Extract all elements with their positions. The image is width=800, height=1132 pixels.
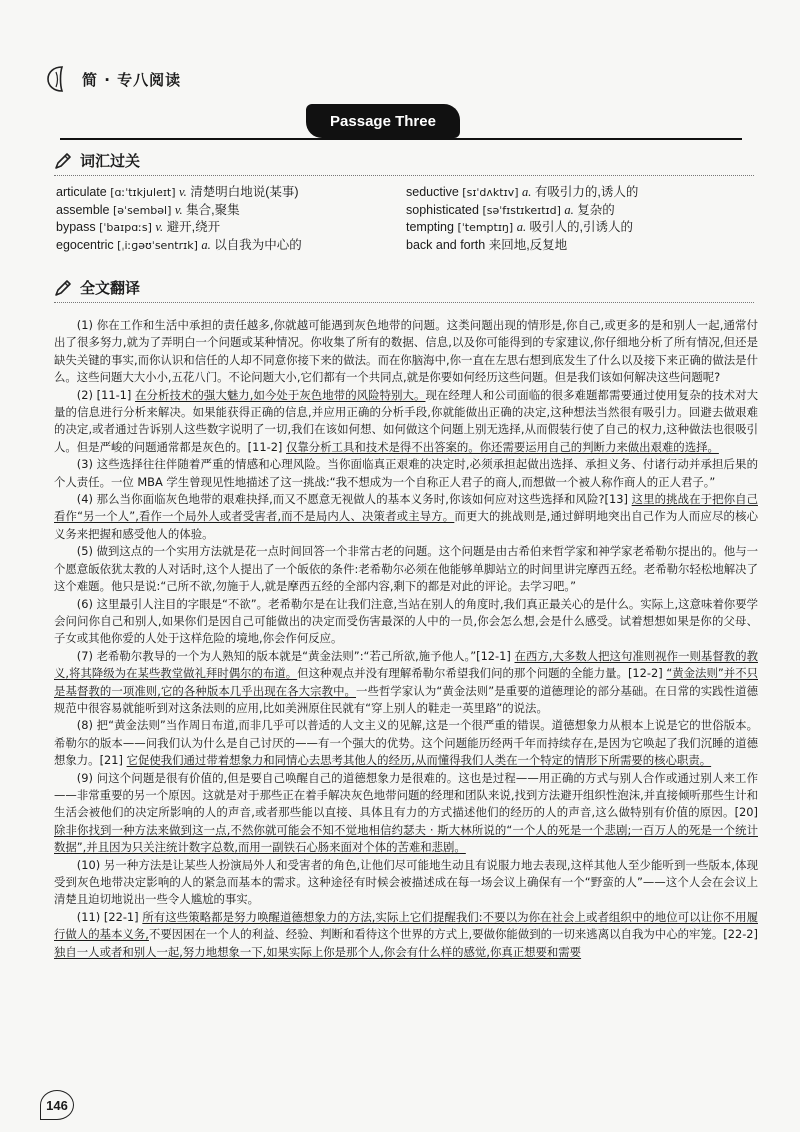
vocab-entry: assemble [əˈsembəl] v. 集合,聚集: [56, 202, 240, 217]
vocab-title-text: 词汇过关: [80, 152, 141, 170]
paragraph-text: 而更大的挑战则是,通过鲜明地突出自己作为人而应尽的核心义务来把握和感受他人的体验。: [54, 509, 758, 541]
underlined-key-sentence: 这里的挑战在于把你自己看作“另一个人”,看作一个局外人或者受害者,而不是局内人、决策者或主导方。: [54, 492, 758, 524]
translation-body: [54, 317, 758, 961]
paragraph-text: (2) [11-1]: [76, 387, 136, 402]
paragraph-text: (7) 老希勒尔教导的一个为人熟知的版本就是“黄金法则”:“若己所欲,施予他人。”[12-1]: [76, 648, 515, 663]
passage-banner: Passage Three: [306, 104, 460, 138]
vocab-entry: back and forth 来回地,反复地: [406, 237, 568, 252]
paragraph-text: 现在经理人和公司面临的很多难题都需要通过使用复杂的技术对大量的信息进行分析来解决。如果能获得正确的信息,并应用正确的分析手段,你就能做出正确的决定,这种想法当然很有吸引力。回避去做艰难的决定,或者通过告诉别人这些数字说明了一切,我们在该如何想、如何做这个问题上别无选择,从而假装行使了自己的权力,这种做法也很吸引人。但是严峻的问题通常都是灰色的。[11-2]: [54, 387, 758, 454]
banner-rule: [60, 138, 742, 140]
translation-divider: [54, 302, 754, 303]
paragraph-text: (11) [22-1]: [76, 909, 143, 924]
translation-title-text: 全文翻译: [80, 279, 141, 297]
translation-paragraph: [54, 648, 758, 718]
translation-paragraph: [54, 491, 758, 543]
vocab-entry: tempting [ˈtemptɪŋ] a. 吸引人的,引诱人的: [406, 220, 634, 234]
translation-paragraph: [54, 909, 758, 961]
vocab-section-title: [54, 150, 140, 171]
translation-paragraph: [54, 770, 758, 857]
paragraph-text: (5) 做到这点的一个实用方法就是花一点时间回答一个非常古老的问题。这个问题是由古希伯来哲学家和神学家老希勒尔提出的。他与一个愿意皈依犹太教的人对话时,这个人提出了一个皈依的条件:老希勒尔必须在他能够单脚站立的时间里讲完摩西五经。老希勒尔轻松地解决了这个难题。他只是说:“己所不欲,勿施于人,就是摩西五经的全部内容,剩下的都是对此的评论。去学习吧。”: [54, 544, 758, 594]
vocab-entry: sophisticated [səˈfɪstɪkeɪtɪd] a. 复杂的: [406, 202, 615, 217]
paragraph-text: 不要因困在一个人的利益、经验、判断和看待这个世界的方式上,要做你能做到的一切来逃离以自我为中心的牢笼。[22-2]: [148, 927, 758, 942]
translation-paragraph: [54, 456, 758, 491]
underlined-key-sentence: 仅靠分析工具和技术是得不出答案的。你还需要运用自己的判断力来做出艰难的选择。: [286, 439, 719, 454]
paragraph-text: (4) 那么当你面临灰色地带的艰难抉择,而又不愿意无视做人的基本义务时,你该如何应对这些选择和风险?[13]: [76, 492, 632, 507]
vocab-list-left: [56, 184, 396, 254]
pencil-icon: [54, 152, 72, 170]
pencil-icon: [54, 279, 72, 297]
underlined-key-sentence: 所有这些策略都是努力唤醒道德想象力的方法,实际上它们提醒我们:不要以为你在社会上或者组织中的地位可以让你不用履行做人的基本义务,: [54, 909, 758, 942]
underlined-key-sentence: “黄金法则”并不只是基督教的一项准则,它的各种版本几乎出现在各大宗教中。: [54, 666, 758, 698]
series-header: [44, 62, 181, 96]
paragraph-text: 但这种观点并没有理解希勒尔希望我们问的那个问题的全能力量。[12-2]: [297, 666, 667, 681]
page-number: 146: [40, 1090, 74, 1120]
translation-paragraph: [54, 857, 758, 909]
translation-paragraph: [54, 317, 758, 387]
translation-paragraph: [54, 596, 758, 648]
paragraph-text: 一些哲学家认为“黄金法则”是重要的道德理论的部分基础。在日常的实践性道德规范中很容易就能听到对这条法则的应用,比如美洲原住民就有“穿上别人的鞋走一英里路”的说法。: [54, 683, 758, 715]
leaf-logo-icon: [44, 64, 74, 94]
paragraph-text: (9) 问这个问题是很有价值的,但是要自己唤醒自己的道德想象力是很难的。这也是过程——用正确的方式与别人合作或通过别人来工作——非常重要的另一个原因。这就是对于那些正在着手解决灰色地带问题的经理和团队来说,找到方法避开组织性泡沫,并直接倾听那些生计和生活会被他们的决定所影响的人的声音,或者那些能以直接、具体且有力的方式描述他们的经历的人的声音,这么做特别有价值的原因。[20]: [54, 770, 758, 820]
vocab-divider: [54, 175, 754, 176]
vocab-entry: articulate [ɑːˈtɪkjuleɪt] v. 清楚明白地说(某事): [56, 185, 299, 199]
paragraph-text: (8) 把“黄金法则”当作周日布道,而非几乎可以普适的人文主义的见解,这是一个很严重的错误。道德想象力从根本上说是它的世俗版本。希勒尔的版本——问我们认为什么是自己讨厌的——有一个强大的优势。这个问题能历经两千年而持续存在,是因为它唤起了我们沉睡的道德想象力。[21]: [54, 718, 758, 768]
translation-paragraph: [54, 543, 758, 595]
underlined-key-sentence: 在西方,大多数人把这句准则视作一则基督教的教义,将其降级为在某些教堂做礼拜时偶尔的布道。: [54, 648, 758, 681]
vocab-entry: seductive [sɪˈdʌktɪv] a. 有吸引力的,诱人的: [406, 185, 639, 199]
translation-paragraph: [54, 717, 758, 769]
paragraph-text: (3) 这些选择往往伴随着严重的情感和心理风险。当你面临真正艰难的决定时,必须承担起做出选择、承担义务、付诸行动并承担后果的个人责任。一位 MBA 学生曾现见性地描述了这一挑战:“我不想成为一个自称正人君子的商人,而想做一个被人称作商人的正人君子。”: [54, 457, 758, 489]
vocab-entry: bypass [ˈbaɪpɑːs] v. 避开,绕开: [56, 220, 221, 234]
underlined-key-sentence: 除非你找到一种方法来做到这一点,不然你就可能会不知不觉地相信约瑟夫 · 斯大林所说的“一个人的死是一个悲剧;一百万人的死是一个统计数据”,并且因为只关注统计数字总数,而用一副铁石心肠来面对个体的苦难和悲剧。: [54, 822, 758, 855]
series-title: 简 · 专八阅读: [82, 70, 182, 89]
vocab-entry: egocentric [ˌiːɡəʊˈsentrɪk] a. 以自我为中心的: [56, 237, 302, 252]
underlined-key-sentence: 独自一人或者和别人一起,努力地想象一下,如果实际上你是那个人,你会有什么样的感觉,你真正想要和需要: [54, 944, 582, 959]
translation-section-title: [54, 277, 140, 298]
translation-paragraph: [54, 387, 758, 457]
underlined-key-sentence: 它促使我们通过带着想象力和同情心去思考其他人的经历,从而懂得我们人类在一个特定的情形下所需要的核心职责。: [126, 753, 712, 768]
paragraph-text: (10) 另一种方法是让某些人扮演局外人和受害者的角色,让他们尽可能地生动且有说服力地去表现,这样其他人至少能听到一些版本,体现受到灰色地带决定影响的人的紧急而基本的需求。这种途径有时候会被描述成在每一场会议上确保有一个“野蛮的人”——这个人会在会议上清楚且迫切地说出一些令人尴尬的事实。: [54, 857, 758, 907]
paragraph-text: (6) 这里最引人注目的字眼是“不欲”。老希勒尔是在让我们注意,当站在别人的角度时,我们真正最关心的是什么。实际上,这意味着你要学会问问你自己和别人,如果你们是因自己可能做出的决定而受伤害最深的人中的一员,你会怎么想,会是什么感受。试着想想如果是你的父母、子女或其他你爱的人处于这样危险的境地,你会作何反应。: [54, 596, 758, 646]
vocab-list-right: [406, 184, 746, 254]
underlined-key-sentence: 在分析技术的强大魅力,如今处于灰色地带的风险特别大。: [135, 387, 426, 402]
paragraph-text: (1) 你在工作和生活中承担的责任越多,你就越可能遇到灰色地带的问题。这类问题出现的情形是,你自己,或更多的是和别人一起,通常付出了很多努力,就为了弄明白一个问题或某种情况。你收集了所有的数据、信息,以及你可能得到的专家建议,你仔细地分析了所有情况,但还是缺失关键的事实,而你认识和信任的人却不同意你接下来的做法。而在你脑海中,你一直在左思右想到底发生了什么以及接下来正确的做法是什么。这些问题大大小小,五花八门。不论问题大小,它们都有一个共同点,就是你要如何经历这些问题。但是我们该如何解决这些问题呢?: [54, 318, 758, 385]
